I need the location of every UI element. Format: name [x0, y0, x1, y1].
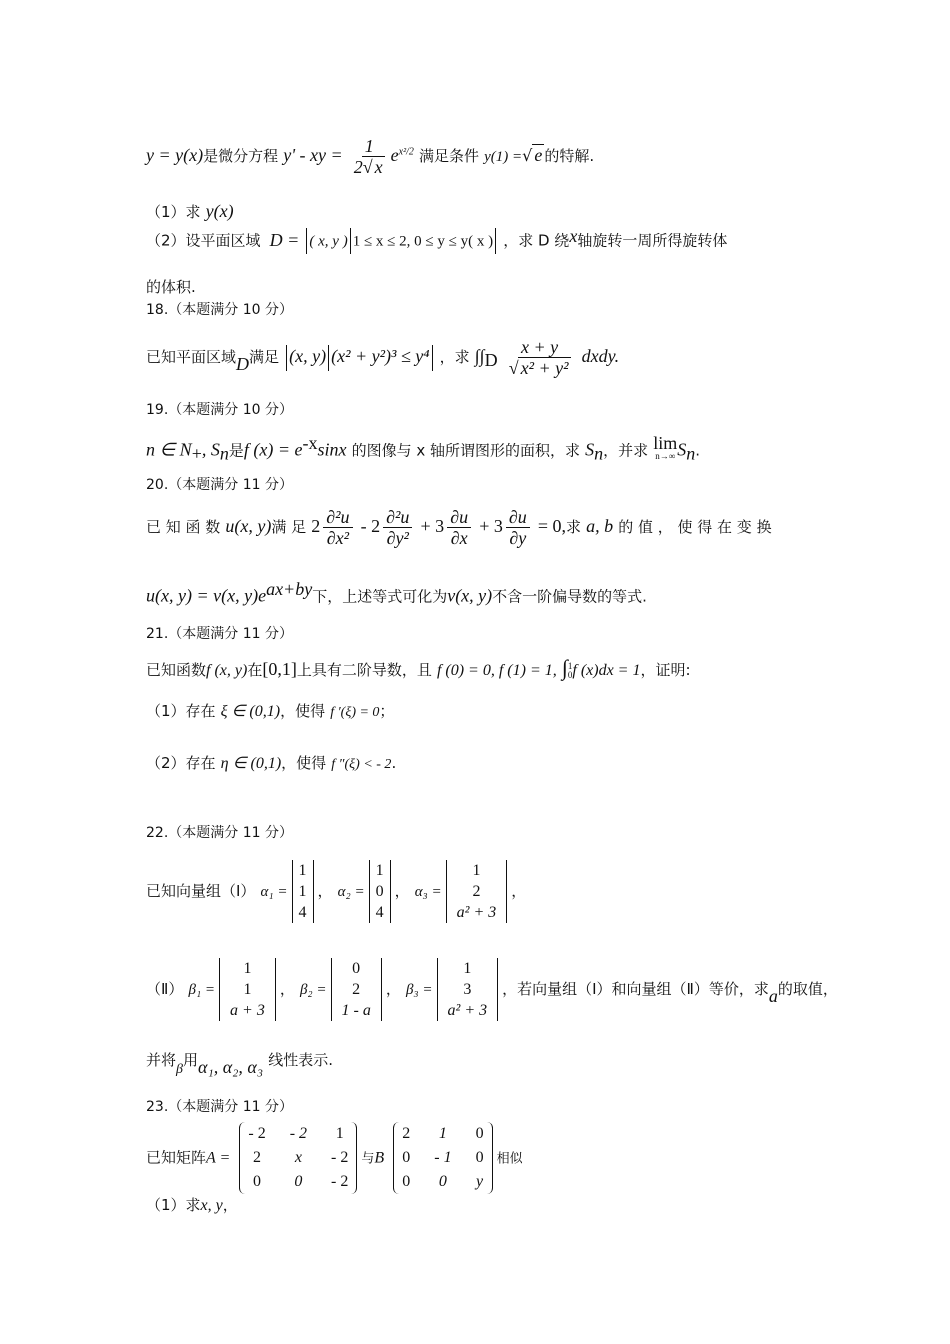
vector-entry: 4: [375, 904, 384, 921]
q18-header: 18.（本题满分 10 分）: [146, 302, 293, 318]
integral-upper: 1: [567, 660, 573, 671]
text: 在: [247, 661, 263, 679]
text: 并将: [146, 1051, 177, 1069]
text: 的 值 ， 使 得 在 变 换: [618, 518, 772, 536]
q22-group-2: [146, 958, 838, 1021]
text: ，使得: [280, 702, 326, 720]
q17-part2: [146, 225, 728, 254]
part-label: （1）求: [146, 1196, 201, 1214]
math-A: A =: [206, 1149, 231, 1167]
vector-entry: 1: [243, 981, 252, 998]
q19-header: 19.（本题满分 10 分）: [146, 402, 293, 418]
math-beta3: β₃ =: [405, 982, 433, 998]
math-S: S: [585, 439, 595, 460]
vector-entry: 2: [352, 981, 361, 998]
vector-entry: 1: [298, 862, 307, 879]
math-exponent: ax+by: [266, 579, 313, 599]
math-subscript: n: [594, 443, 604, 464]
text: ，求: [439, 348, 470, 366]
math-sin: sinx: [317, 439, 347, 460]
math-fraction: [383, 508, 412, 547]
matrix-entry: 1: [438, 1125, 447, 1142]
matrix-entry: - 2: [331, 1173, 349, 1190]
fraction-denominator: ∂x²: [326, 528, 350, 548]
math-alpha3: α₃ =: [414, 884, 442, 900]
text: 线性表示.: [268, 1051, 334, 1069]
fraction-numerator: ∂u: [447, 508, 471, 528]
q23-part1: [146, 1197, 238, 1214]
math-ab: a, b: [586, 516, 614, 536]
q17-statement: y = y(x)是微分方程 y' - xy = $\frac{1}{2√ x}$ $e^{x^2/2}$ 满足条件 y(1) =√ e 的特解.: [146, 136, 595, 177]
q20-statement-cont: [146, 580, 647, 604]
text: 下，上述等式可化为: [312, 587, 448, 606]
fraction-numerator: ∂u: [506, 508, 530, 528]
math-eq: = 0,: [537, 516, 566, 536]
math-transform: u(x, y) = v(x, y)e: [146, 585, 267, 606]
math-x: x: [569, 225, 578, 246]
q20-header: 20.（本题满分 11 分）: [146, 477, 293, 493]
q21-part2: [146, 755, 396, 772]
math-point: ( x, y ): [309, 233, 348, 250]
fraction-denominator: ∂x: [450, 528, 468, 548]
math-condition: 1 ≤ x ≤ 2, 0 ≤ y ≤ y( x ): [352, 233, 494, 250]
text: ，若向量组（Ⅰ）和向量组（Ⅱ）等价，求: [502, 980, 769, 998]
math-interval: [0,1]: [262, 659, 297, 679]
text: .: [391, 754, 397, 772]
text: ，: [511, 882, 527, 900]
matrix-entry: y: [476, 1173, 484, 1190]
matrix-A: [239, 1122, 357, 1194]
text: 不含一阶偏导数的等式.: [492, 587, 647, 606]
math-op: + 3: [479, 516, 503, 536]
math-eta: η ∈ (0,1): [220, 755, 282, 772]
math-fraction: [323, 508, 352, 547]
math-integral-body: f (x)dx = 1: [572, 662, 641, 679]
math-condition: f ″(ξ) < - 2: [331, 757, 392, 772]
text: 已知平面区域: [146, 348, 237, 366]
vector-beta1: [219, 958, 276, 1021]
text: ，: [279, 980, 295, 998]
brace-right: [495, 228, 496, 254]
math-Sn: , S: [201, 439, 220, 460]
vector-entry: 0: [375, 883, 384, 900]
vector-entry: 0: [352, 960, 361, 977]
matrix-entry: 0: [402, 1149, 411, 1166]
text: 与: [361, 1151, 375, 1167]
math-conditions: f (0) = 0, f (1) = 1,: [436, 662, 557, 679]
q22-group-1: [146, 860, 526, 923]
math-subscript: +: [191, 443, 202, 464]
text: 满足: [249, 348, 280, 366]
math-function: f (x) = e: [243, 439, 303, 460]
vector-entry: a² + 3: [456, 904, 497, 921]
math-beta: β: [176, 1062, 183, 1077]
text: 是微分方程: [203, 147, 279, 165]
math-xy: x, y: [200, 1197, 223, 1214]
part-label: （2）存在: [146, 754, 216, 772]
separator: [328, 345, 329, 371]
sqrt-radicand: x² + y²: [520, 358, 569, 378]
part-label: （2）设平面区域: [146, 231, 261, 250]
part-label: （1）求: [146, 203, 201, 221]
math-alpha2: α₂ =: [337, 884, 365, 900]
q23-header: 23.（本题满分 11 分）: [146, 1099, 293, 1115]
text: 轴旋转一周所得旋转体: [577, 231, 728, 250]
text: 上具有二阶导数，且: [296, 661, 432, 679]
math-fraction: [447, 508, 471, 547]
math-B: B: [374, 1149, 385, 1167]
math-condition: y(1) =: [484, 149, 523, 165]
text: 是: [228, 441, 244, 460]
fraction-numerator: ∂²u: [383, 508, 412, 528]
math-point: (x, y): [289, 346, 327, 366]
fraction-denominator: ∂y²: [386, 528, 409, 548]
math-op: + 3: [420, 516, 445, 536]
text: 已知矩阵: [146, 1148, 207, 1167]
matrix-entry: 0: [294, 1173, 303, 1190]
matrix-entry: 0: [253, 1173, 262, 1190]
matrix-entry: x: [294, 1149, 302, 1166]
text: 求: [566, 518, 582, 536]
matrix-entry: 0: [475, 1149, 484, 1166]
text: ，: [385, 980, 401, 998]
text: 已知函数: [146, 661, 207, 679]
text: ，: [394, 882, 410, 900]
math-exponent: x²/2: [398, 146, 414, 158]
vector-entry: a² + 3: [447, 1002, 488, 1019]
math-beta2: β₂ =: [299, 982, 327, 998]
separator: [350, 228, 351, 254]
math-S: S: [677, 439, 687, 460]
math-dxdy: dxdy.: [581, 346, 620, 366]
math-yx: y(x): [205, 201, 234, 221]
q22-statement-cont: [146, 1050, 334, 1077]
math-n-in-N: n ∈ N: [146, 439, 192, 460]
vector-entry: 1: [375, 862, 384, 879]
part-label: （1）存在: [146, 702, 216, 720]
q19-statement: [146, 434, 700, 463]
vector-entry: 3: [463, 981, 472, 998]
q23-statement: [146, 1122, 523, 1194]
math-fraction: $\frac{x + y}{\text{√ x² + y²}}$: [508, 337, 569, 378]
integral-lower: 0: [567, 669, 573, 680]
limit-subscript: n→∞: [655, 451, 676, 461]
math-v: v(x, y): [447, 585, 493, 606]
fraction-numerator: ∂²u: [323, 508, 352, 528]
fraction-numerator: 1: [362, 137, 377, 157]
fraction-numerator: x + y: [518, 338, 561, 358]
vector-entry: 1: [298, 883, 307, 900]
math-D: D: [236, 354, 250, 374]
integral-icon: ∫: [561, 655, 568, 680]
q18-statement: [146, 338, 619, 377]
vector-entry: a + 3: [230, 1002, 265, 1019]
math-fraction: $\frac{1}{2√ x}$: [353, 136, 383, 177]
text: ，使得: [281, 754, 327, 772]
text: 的取值，: [777, 980, 838, 998]
matrix-entry: 2: [402, 1125, 411, 1142]
text: （Ⅱ）: [146, 980, 184, 998]
math-limit: [653, 434, 677, 461]
q21-part1: [146, 703, 394, 720]
text: ，: [222, 1196, 238, 1214]
matrix-entry: 1: [335, 1125, 344, 1142]
limit-label: lim: [653, 433, 678, 453]
math-ode-lhs: y' - xy =: [283, 145, 343, 165]
math-op: - 2: [360, 516, 381, 536]
math-y-def: y = y(x): [146, 145, 204, 165]
text: 满 足: [271, 518, 307, 536]
math-e: e: [390, 145, 399, 165]
math-subscript: n: [219, 443, 229, 464]
matrix-entry: - 1: [434, 1149, 452, 1166]
vector-entry: 1 - a: [341, 1002, 371, 1019]
q17-part1: [146, 202, 234, 220]
text: 的图像与 x 轴所谓图形的面积，求: [351, 441, 580, 460]
q17-part2-cont: 的体积.: [146, 278, 196, 296]
text: 满足条件: [418, 147, 479, 165]
vector-entry: 1: [243, 960, 252, 977]
q20-statement: [146, 508, 772, 547]
vector-alpha3: [446, 860, 508, 923]
text: ；: [379, 702, 395, 720]
sqrt-radicand: x: [374, 157, 383, 177]
brace-left: [286, 345, 287, 371]
fraction-denominator: 2: [353, 157, 363, 177]
text: 相似: [496, 1151, 523, 1167]
math-fraction: [506, 508, 530, 547]
math-f: f (x, y): [206, 662, 248, 679]
matrix-entry: 2: [253, 1149, 262, 1166]
matrix-entry: - 2: [289, 1125, 308, 1142]
vector-entry: 4: [298, 904, 307, 921]
matrix-entry: 0: [402, 1173, 411, 1190]
math-D: D =: [269, 229, 300, 250]
vector-alpha2: [369, 860, 391, 923]
math-alpha1: α₁ =: [260, 884, 288, 900]
math-alphas: α₁, α₂, α₃: [198, 1057, 264, 1077]
brace-left: [306, 228, 307, 254]
vector-beta2: [331, 958, 382, 1021]
math-exponent: -x: [302, 433, 318, 453]
matrix-entry: 0: [438, 1173, 447, 1190]
matrix-B: [393, 1122, 492, 1194]
math-subscript: n: [686, 443, 696, 464]
math-condition: f ′(ξ) = 0: [330, 705, 380, 720]
text: 用: [183, 1051, 199, 1069]
q22-header: 22.（本题满分 11 分）: [146, 825, 293, 841]
text: 已 知 函 数: [146, 518, 221, 536]
math-u: u(x, y): [225, 516, 272, 536]
text: 的特解.: [544, 147, 595, 165]
math-beta1: β₁ =: [188, 982, 216, 998]
matrix-entry: 0: [475, 1125, 484, 1142]
matrix-entry: - 2: [248, 1125, 266, 1142]
text: ，证明:: [640, 661, 691, 679]
fraction-denominator: ∂y: [509, 528, 527, 548]
text: 已知向量组（Ⅰ）: [146, 882, 256, 900]
vector-alpha1: [292, 860, 314, 923]
vector-entry: 2: [472, 883, 481, 900]
matrix-entry: - 2: [331, 1149, 349, 1166]
sqrt-radicand: e: [534, 145, 543, 165]
q21-header: 21.（本题满分 11 分）: [146, 626, 293, 642]
q21-statement: [146, 657, 691, 680]
math-a: a: [768, 986, 778, 1006]
math-xi: ξ ∈ (0,1): [220, 703, 281, 720]
text: .: [695, 441, 700, 460]
vector-beta3: [437, 958, 499, 1021]
double-integral-icon: ∫∫: [474, 346, 485, 366]
text: ，并求: [603, 441, 649, 460]
math-condition: (x² + y²)³ ≤ y⁴: [331, 346, 430, 366]
vector-entry: 1: [472, 862, 481, 879]
math-coef: 2: [311, 516, 321, 536]
text: ，: [317, 882, 333, 900]
text: ，求 D 绕: [503, 231, 570, 250]
vector-entry: 1: [463, 960, 472, 977]
brace-right: [432, 345, 433, 371]
integral-domain: D: [484, 350, 498, 371]
